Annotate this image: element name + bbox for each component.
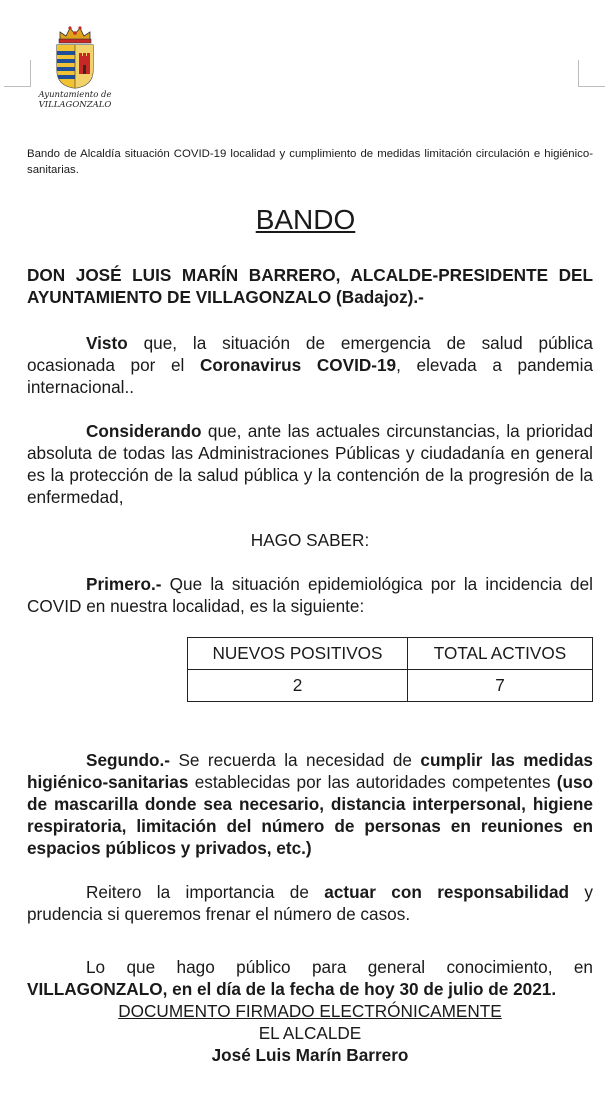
covid-stats-table <box>187 637 593 702</box>
segundo-paragraph <box>27 749 593 859</box>
considerando-paragraph <box>27 420 593 508</box>
signature-block <box>27 1000 593 1066</box>
header-total-activos: TOTAL ACTIVOS <box>408 638 593 670</box>
hago-saber-text: HAGO SABER: <box>250 530 370 550</box>
visto-bold: Coronavirus COVID-19 <box>199 355 397 375</box>
visto-lead: Visto <box>86 333 128 353</box>
primero-text: Que la situación epidemiológica por la incidencia del COVID en nuestra localidad, es la siguiente: <box>27 574 593 616</box>
logo-caption-line-2: VILLAGONZALO <box>38 100 112 110</box>
document-title: BANDO <box>255 204 356 235</box>
segundo-lead: Segundo.- <box>86 750 171 770</box>
visto-text-2: , elevada a pandemia internacional.. <box>27 355 593 397</box>
visto-text-1: que, la situación de emergencia de salud pública ocasionada por el <box>27 333 593 375</box>
page-corner-mark-left <box>4 60 31 87</box>
signature-name: José Luis Marín Barrero <box>211 1045 409 1065</box>
primero-lead: Primero.- <box>86 574 162 594</box>
value-total-activos: 7 <box>408 670 593 702</box>
table-header-row <box>188 638 593 670</box>
table-row <box>188 670 593 702</box>
logo-caption-line-1: Ayuntamiento de <box>38 90 112 100</box>
reitero-bold: actuar con responsabilidad <box>324 882 570 902</box>
mayor-intro <box>27 264 593 308</box>
visto-paragraph <box>27 332 593 398</box>
primero-paragraph <box>27 573 593 617</box>
reitero-paragraph <box>27 881 593 925</box>
segundo-bold-1: cumplir las medidas higiénico-sanitarias <box>27 750 593 792</box>
value-nuevos-positivos: 2 <box>188 670 408 702</box>
segundo-bold-2: (uso de mascarilla donde sea necesario, distancia interpersonal, higiene respiratoria, limitación del número de personas en reuniones en espacios públicos y privados, etc.) <box>27 772 593 858</box>
considerando-lead: Considerando <box>86 421 202 441</box>
closing-paragraph <box>27 956 593 1000</box>
reitero-text-1: Reitero la importancia de <box>86 882 325 902</box>
header-nuevos-positivos: NUEVOS POSITIVOS <box>188 638 408 670</box>
considerando-text: que, ante las actuales circunstancias, la prioridad absoluta de todas las Administraciones Públicas y ciudadanía en general es la protección de la salud pública y la contención de la progresión de la enfermedad, <box>27 421 593 507</box>
page-corner-mark-right <box>578 60 605 87</box>
segundo-text-2: establecidas por las autoridades competentes <box>188 772 557 792</box>
closing-bold: VILLAGONZALO, en el día de la fecha de hoy 30 de julio de 2021. <box>27 979 557 999</box>
signature-electronic-note: DOCUMENTO FIRMADO ELECTRÓNICAMENTE <box>118 1001 502 1021</box>
mayor-intro-text: DON JOSÉ LUIS MARÍN BARRERO, ALCALDE-PRESIDENTE DEL AYUNTAMIENTO DE VILLAGONZALO (Badajoz).- <box>27 265 593 307</box>
segundo-text-1: Se recuerda la necesidad de <box>170 750 421 770</box>
closing-text: Lo que hago público para general conocimiento, en <box>86 957 593 977</box>
signature-role: EL ALCALDE <box>258 1023 362 1043</box>
hago-saber-heading <box>27 529 593 551</box>
document-subject: Bando de Alcaldía situación COVID-19 localidad y cumplimiento de medidas limitación circulación e higiénico-sanitarias. <box>27 148 593 176</box>
coat-of-arms-icon <box>51 24 99 90</box>
reitero-text-2: y prudencia si queremos frenar el número de casos. <box>27 882 594 924</box>
municipal-logo <box>30 24 120 110</box>
